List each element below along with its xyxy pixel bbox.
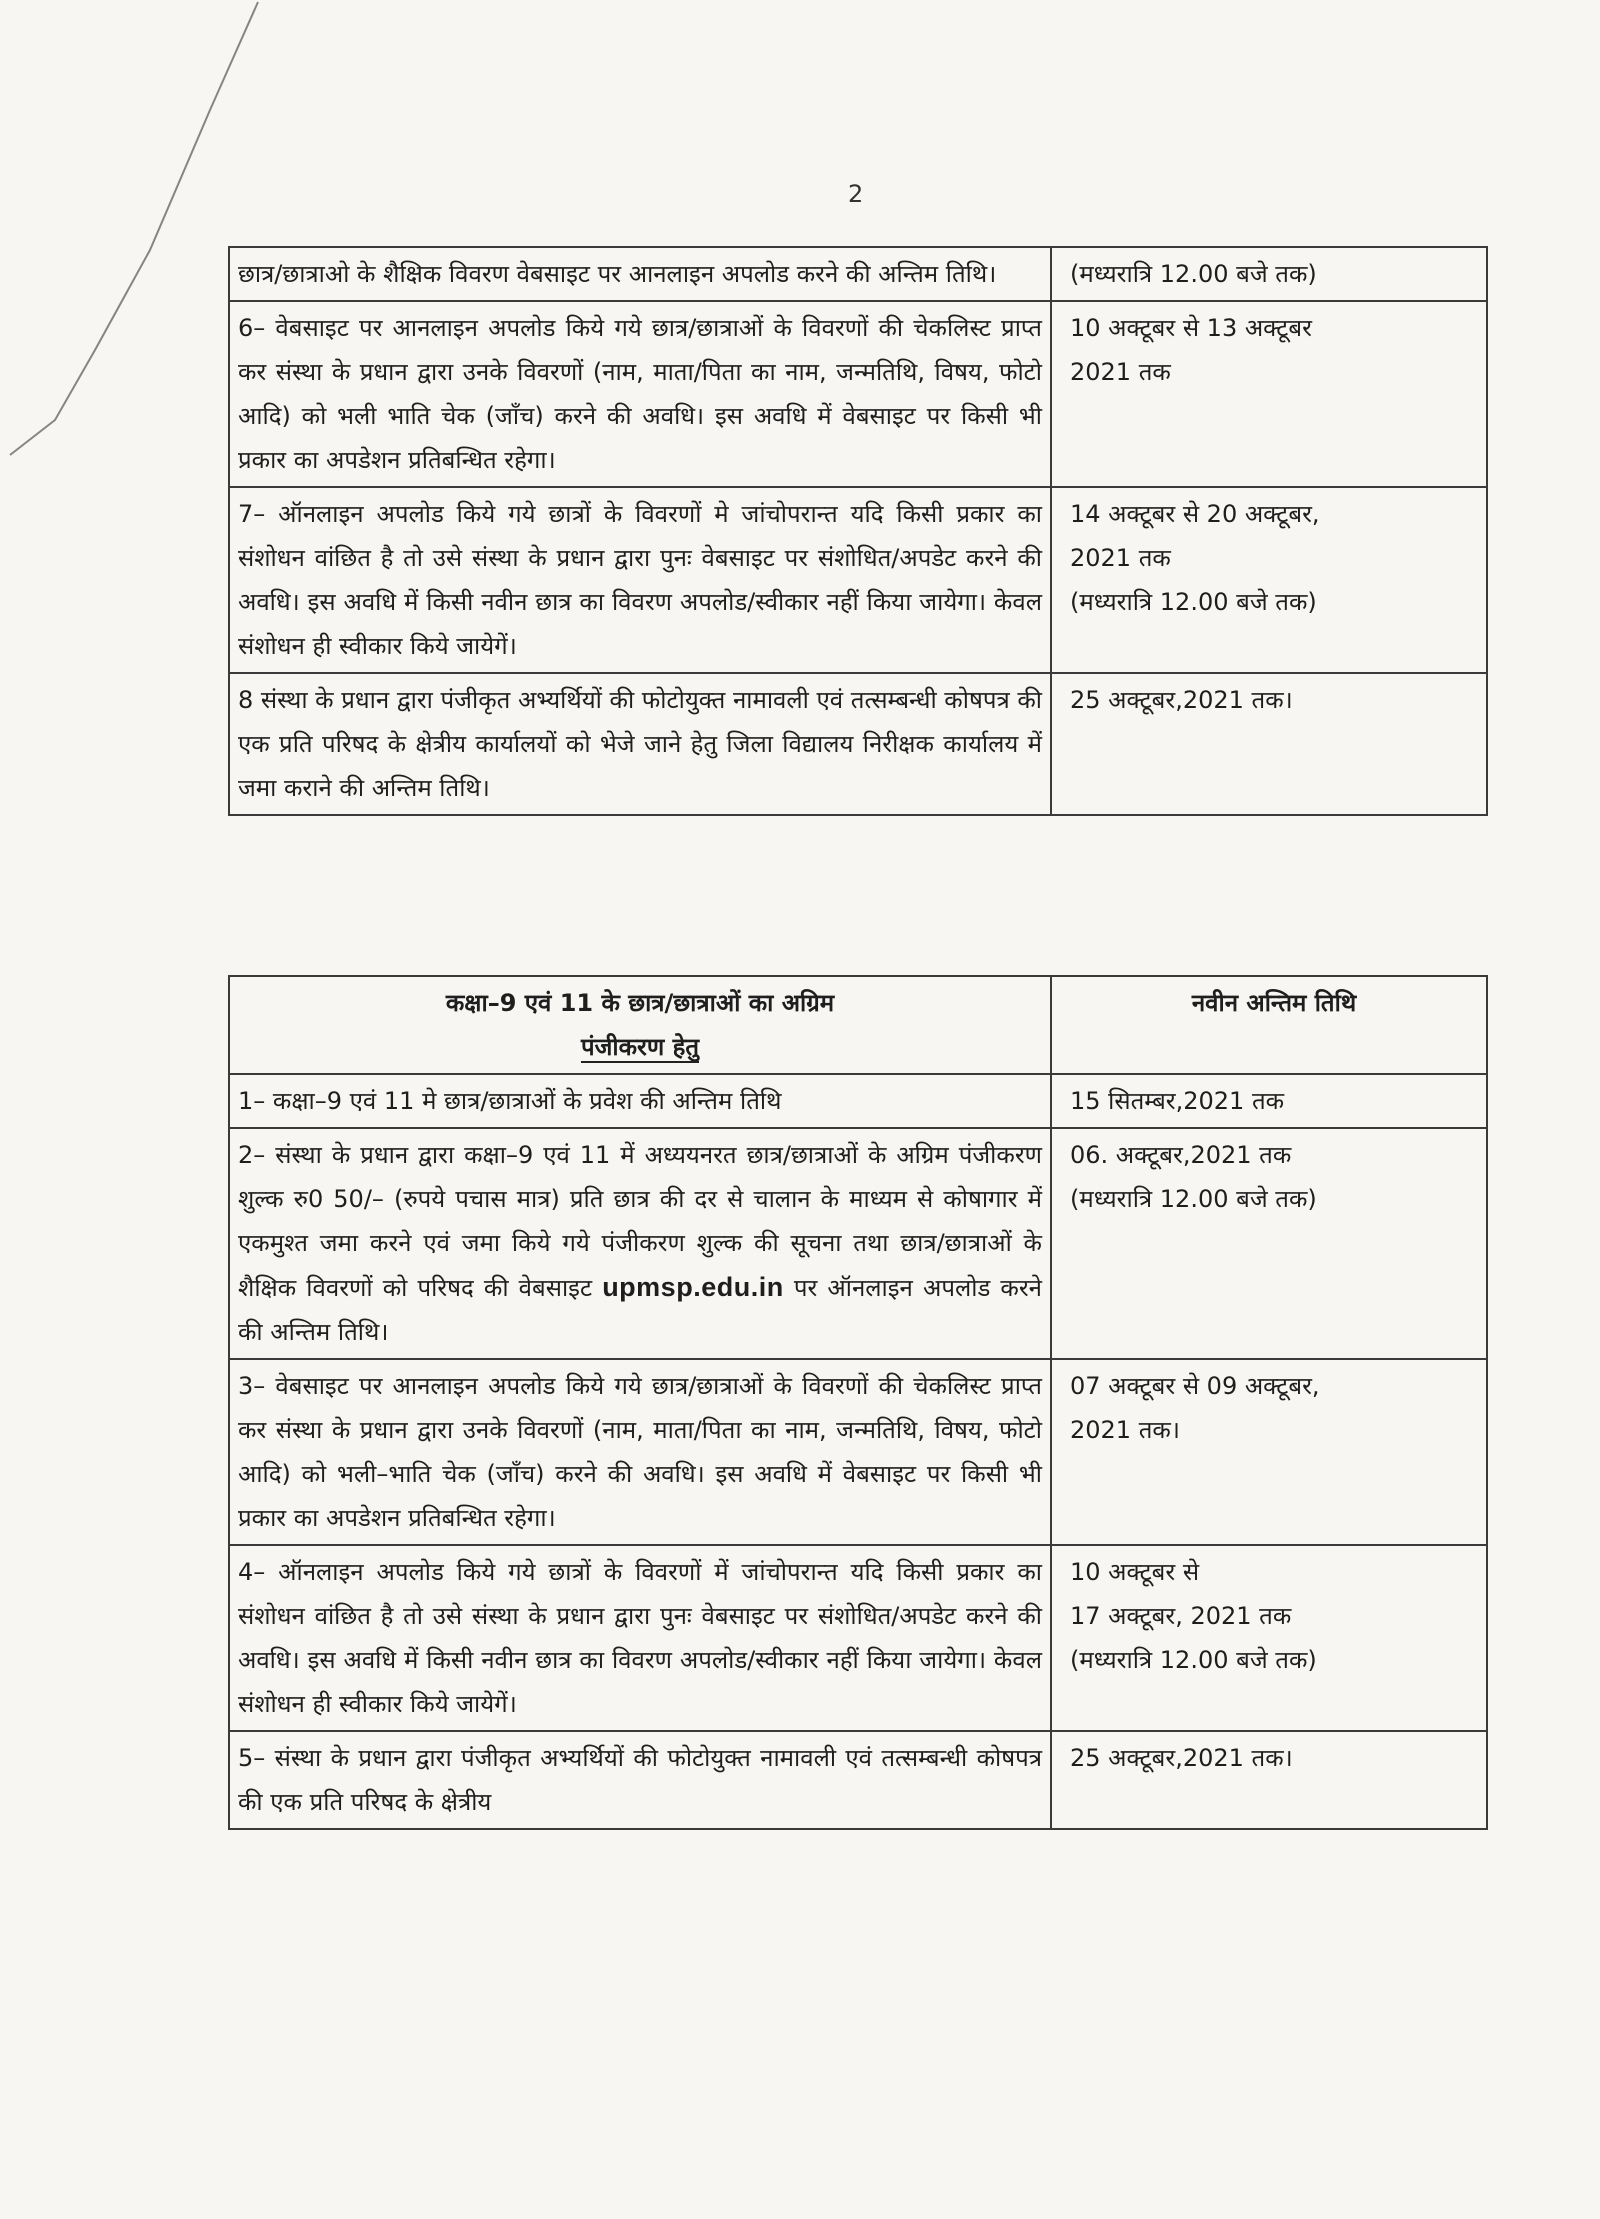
table-row — [229, 301, 1487, 487]
date-line: 10 अक्टूबर से — [1070, 1558, 1200, 1586]
row-date — [1051, 1128, 1487, 1359]
table-row — [229, 1545, 1487, 1731]
header-title-line2: पंजीकरण हेतु — [580, 1033, 700, 1061]
date-line: (मध्यरात्रि 12.00 बजे तक) — [1070, 1185, 1317, 1213]
row-date — [1051, 1074, 1487, 1128]
date-line: (मध्यरात्रि 12.00 बजे तक) — [1070, 1646, 1317, 1674]
table-header-row — [229, 976, 1487, 1074]
table-row — [229, 247, 1487, 301]
row-description: 3– वेबसाइट पर आनलाइन अपलोड किये गये छात्र/छात्राओं के विवरणों की चेकलिस्ट प्राप्त कर संस्था के प्रधान द्वारा उनके विवरणों (नाम, माता/पिता का नाम, जन्मतिथि, विषय, फोटो आदि) को भली–भाति चेक (जाँच) करने की अवधि। इस अवधि में वेबसाइट पर किसी भी प्रकार का अपडेशन प्रतिबन्धित रहेगा। — [229, 1359, 1051, 1545]
date-line: (मध्यरात्रि 12.00 बजे तक) — [1070, 260, 1317, 288]
date-line: 2021 तक — [1070, 358, 1171, 386]
row-date — [1051, 1545, 1487, 1731]
row-description-part2: पर ऑनलाइन अपलोड करने की अन्तिम तिथि। — [238, 1274, 1042, 1346]
row-description: 1– कक्षा–9 एवं 11 मे छात्र/छात्राओं के प्रवेश की अन्तिम तिथि — [229, 1074, 1051, 1128]
date-line: 15 सितम्बर,2021 तक — [1070, 1087, 1285, 1115]
row-description-part1: 2– संस्था के प्रधान द्वारा कक्षा–9 एवं 11 में अध्ययनरत छात्र/छात्राओं के अग्रिम पंजीकरण शुल्क रु0 50/– (रुपये पचास मात्र) प्रति छात्र की दर से चालान के माध्यम से कोषागार में एकमुश्त जमा करने एवं जमा किये गये पंजीकरण शुल्क की सूचना तथा छात्र/छात्राओं के शैक्षिक विवरणों को परिषद की वेबसाइट — [238, 1141, 1042, 1302]
table-row — [229, 1731, 1487, 1829]
date-line: 07 अक्टूबर से 09 अक्टूबर, — [1070, 1372, 1320, 1400]
row-description: 5– संस्था के प्रधान द्वारा पंजीकृत अभ्यर्थियों की फोटोयुक्त नामावली एवं तत्सम्बन्धी कोषपत्र की एक प्रति परिषद के क्षेत्रीय — [229, 1731, 1051, 1829]
table-row — [229, 1359, 1487, 1545]
row-date — [1051, 673, 1487, 815]
schedule-table-class-9-11 — [228, 975, 1488, 1830]
schedule-table-continued — [228, 246, 1488, 816]
scan-artifact-line — [0, 0, 260, 460]
table-row — [229, 487, 1487, 673]
table-row — [229, 673, 1487, 815]
date-line: 10 अक्टूबर से 13 अक्टूबर — [1070, 314, 1312, 342]
table2-body — [229, 976, 1487, 1829]
date-line: 2021 तक — [1070, 544, 1171, 572]
table-header-date: नवीन अन्तिम तिथि — [1051, 976, 1487, 1074]
date-line: 17 अक्टूबर, 2021 तक — [1070, 1602, 1292, 1630]
row-description: 7– ऑनलाइन अपलोड किये गये छात्रों के विवरणों मे जांचोपरान्त यदि किसी प्रकार का संशोधन वांछित है तो उसे संस्था के प्रधान द्वारा पुनः वेबसाइट पर संशोधित/अपडेट करने की अवधि। इस अवधि में किसी नवीन छात्र का विवरण अपलोड/स्वीकार नहीं किया जायेगा। केवल संशोधन ही स्वीकार किये जायेगें। — [229, 487, 1051, 673]
table1-body — [229, 247, 1487, 815]
row-description: 8 संस्था के प्रधान द्वारा पंजीकृत अभ्यर्थियों की फोटोयुक्त नामावली एवं तत्सम्बन्धी कोषपत्र की एक प्रति परिषद के क्षेत्रीय कार्यालयों को भेजे जाने हेतु जिला विद्यालय निरीक्षक कार्यालय में जमा कराने की अन्तिम तिथि। — [229, 673, 1051, 815]
row-date — [1051, 301, 1487, 487]
row-date — [1051, 487, 1487, 673]
date-line: 06. अक्टूबर,2021 तक — [1070, 1141, 1292, 1169]
row-description: 4– ऑनलाइन अपलोड किये गये छात्रों के विवरणों में जांचोपरान्त यदि किसी प्रकार का संशोधन वांछित है तो उसे संस्था के प्रधान द्वारा पुनः वेबसाइट पर संशोधित/अपडेट करने की अवधि। इस अवधि में किसी नवीन छात्र का विवरण अपलोड/स्वीकार नहीं किया जायेगा। केवल संशोधन ही स्वीकार किये जायेगें। — [229, 1545, 1051, 1731]
header-title-line1: कक्षा–9 एवं 11 के छात्र/छात्राओं का अग्रिम — [445, 989, 835, 1017]
row-date — [1051, 1359, 1487, 1545]
date-line: 25 अक्टूबर,2021 तक। — [1070, 686, 1293, 714]
table-row — [229, 1128, 1487, 1359]
website-url: upmsp.edu.in — [602, 1272, 784, 1302]
row-date — [1051, 1731, 1487, 1829]
row-description: 6– वेबसाइट पर आनलाइन अपलोड किये गये छात्र/छात्राओं के विवरणों की चेकलिस्ट प्राप्त कर संस्था के प्रधान द्वारा उनके विवरणों (नाम, माता/पिता का नाम, जन्मतिथि, विषय, फोटो आदि) को भली भाति चेक (जाँच) करने की अवधि। इस अवधि में वेबसाइट पर किसी भी प्रकार का अपडेशन प्रतिबन्धित रहेगा। — [229, 301, 1051, 487]
row-date — [1051, 247, 1487, 301]
row-description: छात्र/छात्राओ के शैक्षिक विवरण वेबसाइट पर आनलाइन अपलोड करने की अन्तिम तिथि। — [229, 247, 1051, 301]
page-number: 2 — [848, 180, 864, 208]
date-line: (मध्यरात्रि 12.00 बजे तक) — [1070, 588, 1317, 616]
date-line: 2021 तक। — [1070, 1416, 1180, 1444]
row-description — [229, 1128, 1051, 1359]
date-line: 25 अक्टूबर,2021 तक। — [1070, 1744, 1293, 1772]
table-header-title — [229, 976, 1051, 1074]
table-row — [229, 1074, 1487, 1128]
date-line: 14 अक्टूबर से 20 अक्टूबर, — [1070, 500, 1320, 528]
